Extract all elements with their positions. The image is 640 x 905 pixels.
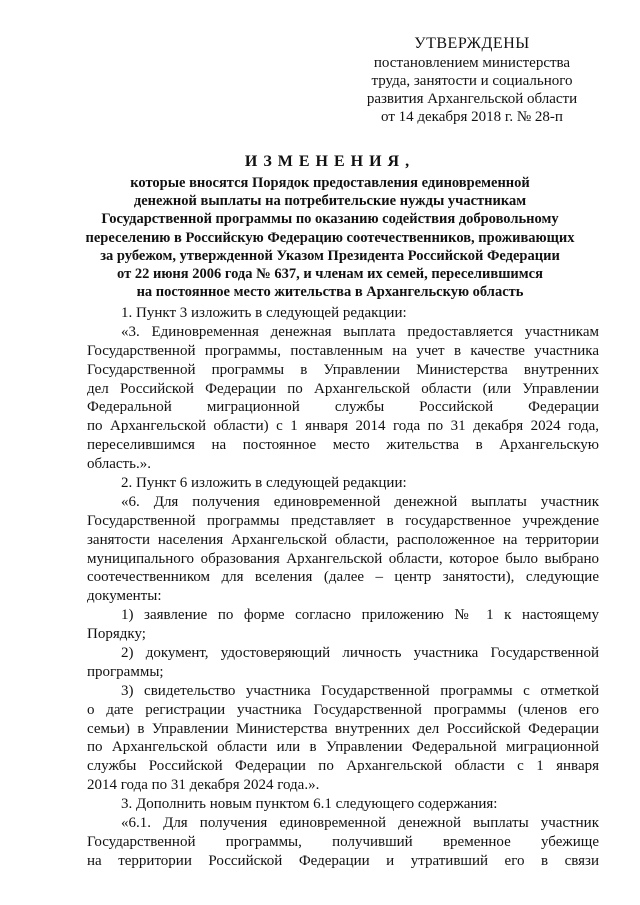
body-line: «3. Единовременная денежная выплата предоставляется участникам — [121, 323, 599, 340]
document-body — [87, 304, 599, 871]
body-line: 1) заявление по форме согласно приложению № 1 к настоящему — [121, 607, 599, 624]
body-line: Федеральной миграционной службы Российской Федерации — [87, 399, 599, 416]
body-line: 1. Пункт 3 изложить в следующей редакции: — [121, 305, 407, 321]
body-line: переселившимся на постоянное место жительства в Архангельскую — [87, 437, 599, 454]
body-line: область.». — [87, 456, 151, 473]
approval-line: развития Архангельской области — [366, 91, 578, 107]
body-line: 3. Дополнить новым пунктом 6.1 следующего содержания: — [121, 796, 498, 813]
body-line: Государственной программы в Управлении Министерства внутренних — [87, 361, 599, 378]
body-line: занятости населения Архангельской области, расположенное на территории — [87, 531, 599, 548]
title-line: переселению в Российскую Федерацию соотечественников, проживающих — [85, 229, 575, 246]
body-line: 3) свидетельство участника Государственной программы с отметкой — [121, 682, 599, 699]
document-title — [60, 152, 600, 301]
body-line: службы Российской Федерации по Архангельской области с 1 января — [87, 758, 599, 775]
body-line: «6.1. Для получения единовременной денежной выплаты участник — [121, 815, 599, 832]
body-line: документы: — [87, 588, 162, 605]
title-main: ИЗМЕНЕНИЯ, — [244, 153, 416, 170]
body-line: на территории Российской Федерации и утративший его в связи — [87, 852, 599, 869]
approval-heading: УТВЕРЖДЕНЫ — [414, 35, 530, 52]
title-line: денежной выплаты на потребительские нужды участникам — [133, 193, 527, 210]
body-line: семьи) в Управлении Министерства внутренних дел Российской Федерации — [87, 720, 599, 737]
title-line: которые вносятся Порядок предоставления единовременной — [130, 175, 530, 191]
body-line: 2) документ, удостоверяющий личность участника Государственной — [121, 645, 599, 662]
body-line: программы; — [87, 663, 164, 680]
body-line: соотечественником для вселения (далее – центр занятости), следующие — [87, 569, 599, 586]
body-line: Государственной программы, получивший временное убежище — [87, 833, 599, 850]
body-line: Государственной программы представляет в государственное учреждение — [87, 512, 599, 529]
body-line: о дате регистрации участника Государственной программы (членов его — [87, 701, 599, 718]
body-line: по Архангельской области или в Управлении Федеральной миграционной — [87, 739, 599, 756]
approval-stamp — [352, 35, 592, 126]
body-line: дел Российской Федерации по Архангельской области (или Управлении — [87, 380, 599, 397]
body-line: 2014 года по 31 декабря 2024 года.». — [87, 777, 320, 794]
approval-line: труда, занятости и социального — [371, 73, 573, 89]
body-line: Государственной программы, поставленным на учет в качестве участника — [87, 342, 599, 359]
body-line: муниципального образования Архангельской области, которое было выбрано — [87, 550, 599, 567]
title-line: за рубежом, утвержденной Указом Президента Российской Федерации — [100, 247, 560, 264]
body-line: Порядку; — [87, 626, 146, 643]
body-line: 2. Пункт 6 изложить в следующей редакции: — [121, 475, 407, 492]
body-line: «6. Для получения единовременной денежной выплаты участник — [121, 493, 599, 510]
title-line: Государственной программы по оказанию содействия добровольному — [101, 211, 559, 228]
title-line: на постоянное место жительства в Архангельскую область — [136, 284, 524, 301]
approval-line: постановлением министерства — [373, 55, 571, 71]
body-line: по Архангельской области) с 1 января 2014 года по 31 декабря 2024 года, — [87, 418, 599, 435]
title-line: от 22 июня 2006 года № 637, и членам их семей, переселившимся — [117, 266, 543, 283]
approval-line: от 14 декабря 2018 г. № 28-п — [381, 109, 563, 125]
